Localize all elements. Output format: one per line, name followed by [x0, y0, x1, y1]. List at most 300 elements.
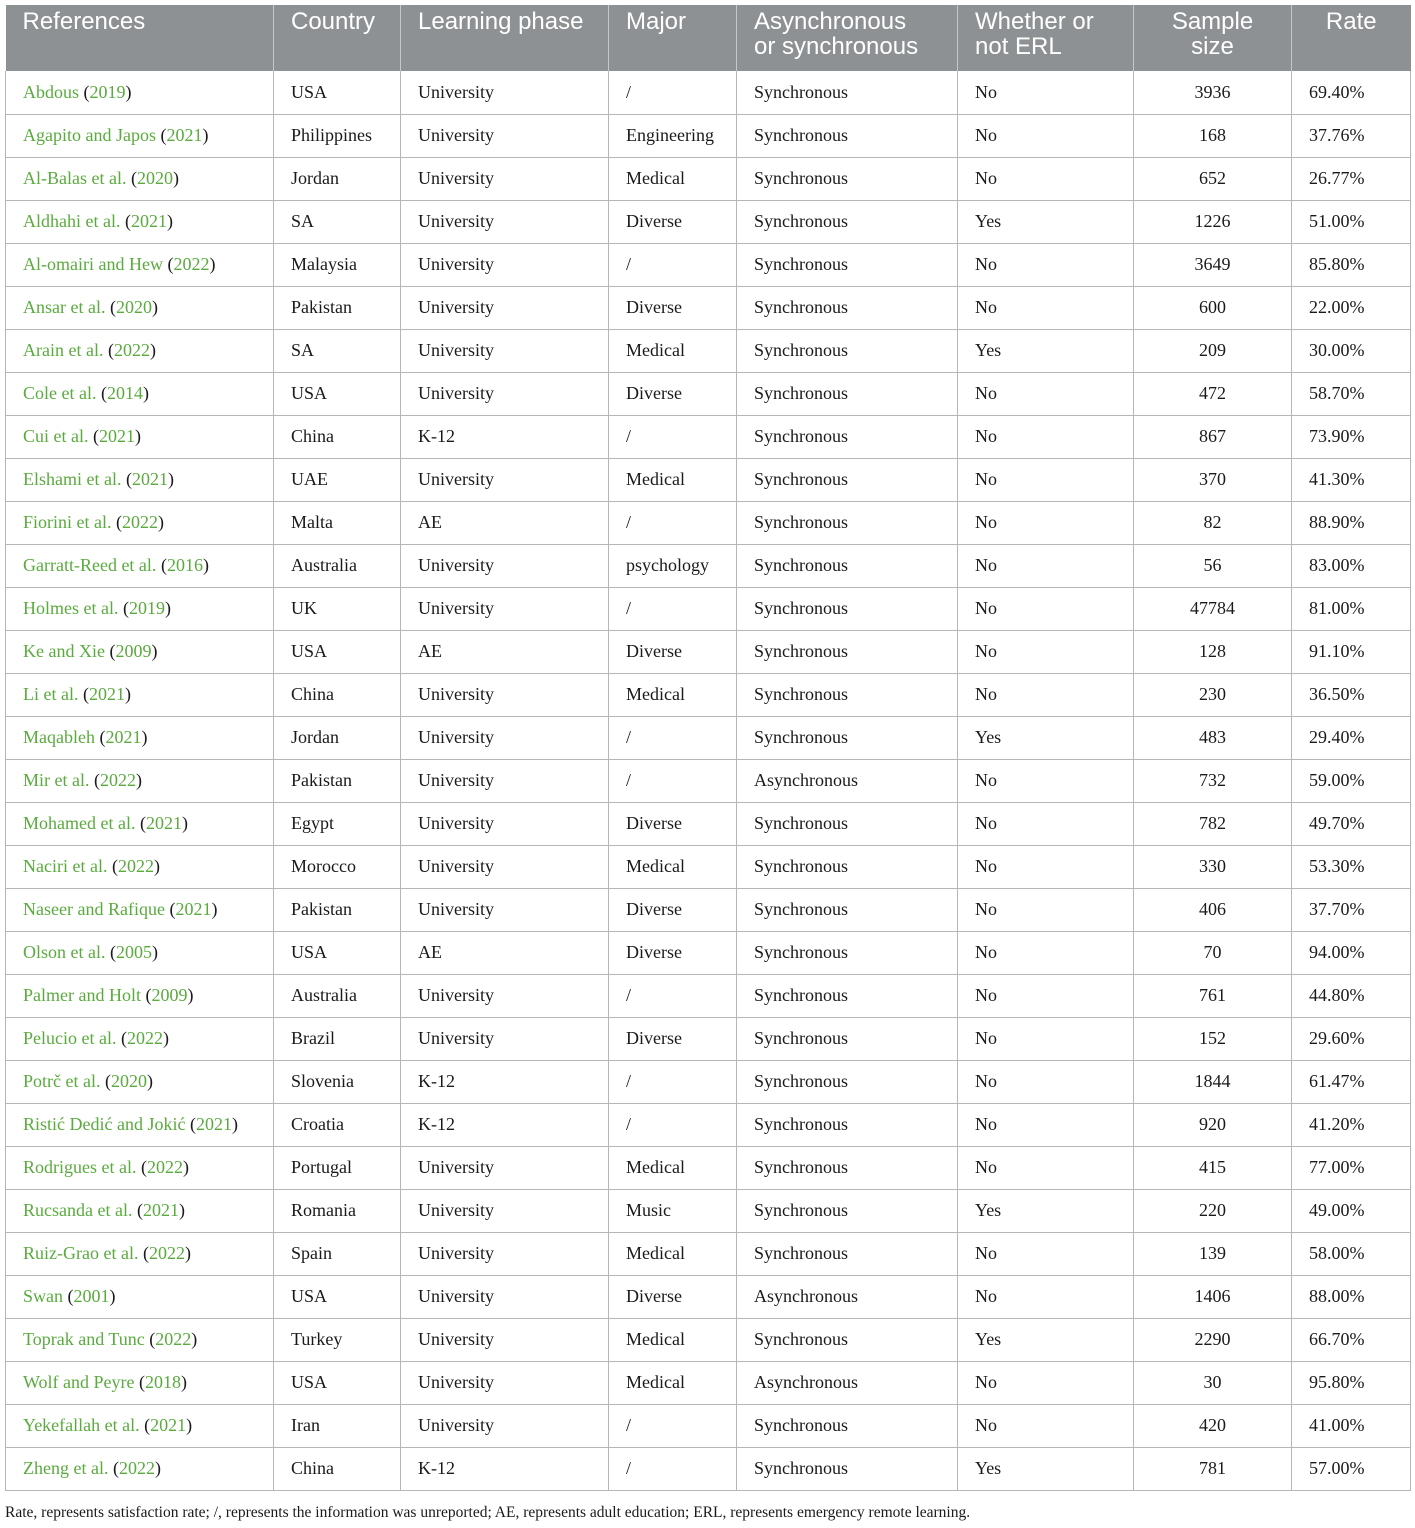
reference-year-link[interactable]: 2022 — [113, 340, 150, 360]
table-row — [6, 1447, 1411, 1490]
cell-learning-phase: University — [401, 1232, 609, 1275]
reference-author-link[interactable]: Wolf and Peyre — [23, 1372, 135, 1392]
cell-country: Spain — [274, 1232, 401, 1275]
cell-mode: Synchronous — [737, 1189, 958, 1232]
table-row — [6, 845, 1411, 888]
reference-author-link[interactable]: Li et al. — [23, 684, 79, 704]
cell-mode: Synchronous — [737, 243, 958, 286]
cell-learning-phase: University — [401, 1318, 609, 1361]
cell-learning-phase: University — [401, 71, 609, 114]
cell-reference: Maqableh (2021) — [6, 716, 274, 759]
cell-learning-phase: University — [401, 1189, 609, 1232]
table-row — [6, 114, 1411, 157]
cell-major: / — [609, 243, 737, 286]
reference-author-link[interactable]: Holmes et al. — [23, 598, 119, 618]
cell-major: / — [609, 415, 737, 458]
cell-learning-phase: University — [401, 286, 609, 329]
cell-learning-phase: University — [401, 329, 609, 372]
reference-author-link[interactable]: Mir et al. — [23, 770, 90, 790]
cell-mode: Synchronous — [737, 200, 958, 243]
cell-rate: 59.00% — [1292, 759, 1411, 802]
cell-major: Medical — [609, 845, 737, 888]
cell-major: psychology — [609, 544, 737, 587]
cell-major: Diverse — [609, 802, 737, 845]
cell-major: Medical — [609, 157, 737, 200]
cell-major: Medical — [609, 1318, 737, 1361]
cell-country: Turkey — [274, 1318, 401, 1361]
cell-erl: No — [958, 372, 1134, 415]
reference-year-link[interactable]: 2021 — [99, 426, 135, 446]
cell-rate: 49.00% — [1292, 1189, 1411, 1232]
cell-erl: No — [958, 1146, 1134, 1189]
cell-learning-phase: AE — [401, 630, 609, 673]
table-row — [6, 157, 1411, 200]
cell-rate: 94.00% — [1292, 931, 1411, 974]
cell-mode: Synchronous — [737, 1318, 958, 1361]
cell-learning-phase: University — [401, 845, 609, 888]
cell-reference: Ke and Xie (2009) — [6, 630, 274, 673]
cell-erl: No — [958, 931, 1134, 974]
cell-reference: Fiorini et al. (2022) — [6, 501, 274, 544]
cell-major: Diverse — [609, 372, 737, 415]
table-row — [6, 1060, 1411, 1103]
cell-rate: 58.00% — [1292, 1232, 1411, 1275]
cell-sample-size: 70 — [1134, 931, 1292, 974]
reference-author-link[interactable]: Ansar et al. — [23, 297, 106, 317]
table-row — [6, 931, 1411, 974]
cell-major: Medical — [609, 329, 737, 372]
table-row — [6, 501, 1411, 544]
cell-rate: 41.00% — [1292, 1404, 1411, 1447]
cell-country: Brazil — [274, 1017, 401, 1060]
reference-author-link[interactable]: Rucsanda et al. — [23, 1200, 133, 1220]
references-table — [5, 5, 1411, 1491]
header-major: Major — [609, 5, 737, 71]
header-country: Country — [274, 5, 401, 71]
cell-reference: Wolf and Peyre (2018) — [6, 1361, 274, 1404]
cell-rate: 37.76% — [1292, 114, 1411, 157]
cell-erl: Yes — [958, 200, 1134, 243]
cell-erl: No — [958, 1275, 1134, 1318]
cell-sample-size: 47784 — [1134, 587, 1292, 630]
reference-author-link[interactable]: Yekefallah et al. — [23, 1415, 140, 1435]
cell-rate: 37.70% — [1292, 888, 1411, 931]
cell-major: Diverse — [609, 1275, 737, 1318]
cell-reference: Zheng et al. (2022) — [6, 1447, 274, 1490]
reference-author-link[interactable]: Al-Balas et al. — [23, 168, 127, 188]
cell-erl: No — [958, 630, 1134, 673]
reference-year-link[interactable]: 2018 — [145, 1372, 182, 1392]
cell-learning-phase: University — [401, 1275, 609, 1318]
cell-major: / — [609, 759, 737, 802]
reference-author-link[interactable]: Al-omairi and Hew — [23, 254, 163, 274]
reference-author-link[interactable]: Mohamed et al. — [23, 813, 136, 833]
cell-erl: No — [958, 1361, 1134, 1404]
cell-reference: Potrč et al. (2020) — [6, 1060, 274, 1103]
cell-rate: 95.80% — [1292, 1361, 1411, 1404]
cell-learning-phase: University — [401, 759, 609, 802]
reference-year-link[interactable]: 2021 — [195, 1114, 232, 1134]
table-row — [6, 372, 1411, 415]
reference-year-link[interactable]: 2022 — [173, 254, 210, 274]
reference-year-link[interactable]: 2022 — [117, 856, 154, 876]
cell-sample-size: 3936 — [1134, 71, 1292, 114]
reference-author-link[interactable]: Maqableh — [23, 727, 95, 747]
reference-year-link[interactable]: 2005 — [116, 942, 152, 962]
cell-mode: Asynchronous — [737, 759, 958, 802]
cell-learning-phase: AE — [401, 501, 609, 544]
cell-reference: Garratt-Reed et al. (2016) — [6, 544, 274, 587]
reference-year-link[interactable]: 2021 — [88, 684, 125, 704]
cell-learning-phase: University — [401, 243, 609, 286]
cell-erl: No — [958, 1404, 1134, 1447]
cell-sample-size: 220 — [1134, 1189, 1292, 1232]
cell-country: Egypt — [274, 802, 401, 845]
cell-learning-phase: University — [401, 1017, 609, 1060]
cell-erl: No — [958, 1103, 1134, 1146]
cell-reference: Yekefallah et al. (2021) — [6, 1404, 274, 1447]
cell-erl: No — [958, 157, 1134, 200]
reference-author-link[interactable]: Potrč et al. — [23, 1071, 101, 1091]
cell-country: USA — [274, 71, 401, 114]
reference-author-link[interactable]: Elshami et al. — [23, 469, 122, 489]
cell-country: Australia — [274, 974, 401, 1017]
cell-major: / — [609, 587, 737, 630]
cell-country: Pakistan — [274, 759, 401, 802]
cell-mode: Synchronous — [737, 1103, 958, 1146]
table-row — [6, 1189, 1411, 1232]
cell-major: Diverse — [609, 1017, 737, 1060]
table-row — [6, 802, 1411, 845]
cell-reference: Elshami et al. (2021) — [6, 458, 274, 501]
cell-erl: No — [958, 114, 1134, 157]
reference-author-link[interactable]: Garratt-Reed et al. — [23, 555, 157, 575]
reference-year-link[interactable]: 2001 — [73, 1286, 110, 1306]
cell-major: / — [609, 974, 737, 1017]
cell-erl: Yes — [958, 1447, 1134, 1490]
table-row — [6, 888, 1411, 931]
cell-major: Diverse — [609, 931, 737, 974]
cell-sample-size: 330 — [1134, 845, 1292, 888]
cell-reference: Abdous (2019) — [6, 71, 274, 114]
reference-year-link[interactable]: 2016 — [166, 555, 203, 575]
cell-country: Portugal — [274, 1146, 401, 1189]
reference-author-link[interactable]: Pelucio et al. — [23, 1028, 117, 1048]
reference-author-link[interactable]: Arain et al. — [23, 340, 104, 360]
cell-rate: 91.10% — [1292, 630, 1411, 673]
cell-learning-phase: University — [401, 1404, 609, 1447]
cell-rate: 41.30% — [1292, 458, 1411, 501]
cell-mode: Asynchronous — [737, 1275, 958, 1318]
cell-erl: No — [958, 802, 1134, 845]
cell-rate: 41.20% — [1292, 1103, 1411, 1146]
cell-sample-size: 209 — [1134, 329, 1292, 372]
cell-reference: Cole et al. (2014) — [6, 372, 274, 415]
cell-sample-size: 139 — [1134, 1232, 1292, 1275]
cell-mode: Synchronous — [737, 716, 958, 759]
cell-erl: No — [958, 544, 1134, 587]
cell-sample-size: 782 — [1134, 802, 1292, 845]
cell-erl: No — [958, 974, 1134, 1017]
reference-author-link[interactable]: Ruiz-Grao et al. — [23, 1243, 139, 1263]
header-sample-size: Sample size — [1134, 5, 1292, 71]
cell-major: / — [609, 716, 737, 759]
cell-reference: Li et al. (2021) — [6, 673, 274, 716]
cell-rate: 61.47% — [1292, 1060, 1411, 1103]
cell-mode: Synchronous — [737, 587, 958, 630]
cell-rate: 51.00% — [1292, 200, 1411, 243]
table-row — [6, 1318, 1411, 1361]
cell-country: Iran — [274, 1404, 401, 1447]
reference-year-link[interactable]: 2022 — [146, 1157, 183, 1177]
reference-year-link[interactable]: 2021 — [145, 813, 182, 833]
reference-year-link[interactable]: 2022 — [126, 1028, 163, 1048]
cell-sample-size: 152 — [1134, 1017, 1292, 1060]
reference-year-link[interactable]: 2021 — [150, 1415, 187, 1435]
reference-year-link[interactable]: 2021 — [105, 727, 142, 747]
table-row — [6, 673, 1411, 716]
cell-mode: Synchronous — [737, 329, 958, 372]
reference-year-link[interactable]: 2021 — [166, 125, 203, 145]
cell-learning-phase: University — [401, 372, 609, 415]
table-row — [6, 1404, 1411, 1447]
reference-year-link[interactable]: 2021 — [130, 211, 167, 231]
reference-year-link[interactable]: 2021 — [175, 899, 212, 919]
cell-erl: No — [958, 243, 1134, 286]
cell-mode: Asynchronous — [737, 1361, 958, 1404]
reference-author-link[interactable]: Naseer and Rafique — [23, 899, 165, 919]
cell-reference: Ansar et al. (2020) — [6, 286, 274, 329]
cell-country: USA — [274, 1275, 401, 1318]
table-row — [6, 1275, 1411, 1318]
reference-year-link[interactable]: 2020 — [115, 297, 152, 317]
cell-learning-phase: University — [401, 802, 609, 845]
cell-mode: Synchronous — [737, 544, 958, 587]
cell-erl: No — [958, 71, 1134, 114]
cell-country: UK — [274, 587, 401, 630]
cell-learning-phase: University — [401, 974, 609, 1017]
table-row — [6, 1232, 1411, 1275]
cell-sample-size: 415 — [1134, 1146, 1292, 1189]
cell-erl: No — [958, 286, 1134, 329]
cell-erl: No — [958, 458, 1134, 501]
cell-sample-size: 128 — [1134, 630, 1292, 673]
cell-country: Australia — [274, 544, 401, 587]
reference-author-link[interactable]: Olson et al. — [23, 942, 106, 962]
cell-sample-size: 82 — [1134, 501, 1292, 544]
cell-reference: Naseer and Rafique (2021) — [6, 888, 274, 931]
table-footnote: Rate, represents satisfaction rate; /, represents the information was unreported; AE, represents adult education; ERL, represents emergency remote learning. — [5, 1504, 971, 1521]
reference-year-link[interactable]: 2020 — [136, 168, 173, 188]
cell-country: USA — [274, 630, 401, 673]
cell-country: Jordan — [274, 716, 401, 759]
cell-country: Croatia — [274, 1103, 401, 1146]
table-row — [6, 1103, 1411, 1146]
cell-country: Philippines — [274, 114, 401, 157]
table-row — [6, 286, 1411, 329]
cell-reference: Agapito and Japos (2021) — [6, 114, 274, 157]
header-erl: Whether or not ERL — [958, 5, 1134, 71]
header-mode: Asynchronous or synchronous — [737, 5, 958, 71]
cell-major: / — [609, 1404, 737, 1447]
table-row — [6, 544, 1411, 587]
cell-country: Romania — [274, 1189, 401, 1232]
reference-author-link[interactable]: Swan — [23, 1286, 63, 1306]
reference-year-link[interactable]: 2022 — [118, 1458, 155, 1478]
cell-mode: Synchronous — [737, 157, 958, 200]
cell-erl: No — [958, 759, 1134, 802]
cell-rate: 83.00% — [1292, 544, 1411, 587]
reference-author-link[interactable]: Toprak and Tunc — [23, 1329, 145, 1349]
cell-mode: Synchronous — [737, 415, 958, 458]
table-row — [6, 458, 1411, 501]
cell-rate: 69.40% — [1292, 71, 1411, 114]
cell-mode: Synchronous — [737, 888, 958, 931]
cell-reference: Ruiz-Grao et al. (2022) — [6, 1232, 274, 1275]
cell-sample-size: 2290 — [1134, 1318, 1292, 1361]
cell-reference: Cui et al. (2021) — [6, 415, 274, 458]
cell-reference: Swan (2001) — [6, 1275, 274, 1318]
reference-year-link[interactable]: 2009 — [115, 641, 152, 661]
reference-year-link[interactable]: 2021 — [142, 1200, 179, 1220]
cell-sample-size: 867 — [1134, 415, 1292, 458]
cell-sample-size: 652 — [1134, 157, 1292, 200]
cell-rate: 81.00% — [1292, 587, 1411, 630]
cell-mode: Synchronous — [737, 501, 958, 544]
reference-author-link[interactable]: Ke and Xie — [23, 641, 105, 661]
cell-major: Diverse — [609, 286, 737, 329]
cell-reference: Mohamed et al. (2021) — [6, 802, 274, 845]
cell-learning-phase: University — [401, 587, 609, 630]
table-row — [6, 200, 1411, 243]
cell-mode: Synchronous — [737, 845, 958, 888]
reference-year-link[interactable]: 2014 — [106, 383, 143, 403]
cell-learning-phase: AE — [401, 931, 609, 974]
reference-author-link[interactable]: Naciri et al. — [23, 856, 108, 876]
cell-sample-size: 761 — [1134, 974, 1292, 1017]
reference-year-link[interactable]: 2022 — [155, 1329, 192, 1349]
cell-country: USA — [274, 1361, 401, 1404]
cell-major: Medical — [609, 458, 737, 501]
cell-country: Malaysia — [274, 243, 401, 286]
cell-country: China — [274, 1447, 401, 1490]
table-row — [6, 630, 1411, 673]
table-row — [6, 243, 1411, 286]
header-learning-phase: Learning phase — [401, 5, 609, 71]
reference-year-link[interactable]: 2019 — [89, 81, 126, 102]
cell-erl: No — [958, 845, 1134, 888]
cell-country: USA — [274, 931, 401, 974]
reference-year-link[interactable]: 2021 — [131, 469, 168, 489]
reference-year-link[interactable]: 2022 — [122, 512, 158, 532]
cell-mode: Synchronous — [737, 114, 958, 157]
cell-rate: 88.00% — [1292, 1275, 1411, 1318]
cell-reference: Aldhahi et al. (2021) — [6, 200, 274, 243]
cell-learning-phase: K-12 — [401, 1103, 609, 1146]
cell-erl: Yes — [958, 329, 1134, 372]
cell-country: SA — [274, 200, 401, 243]
reference-author-link[interactable]: Cui et al. — [23, 426, 89, 446]
table-row — [6, 1361, 1411, 1404]
cell-country: Pakistan — [274, 888, 401, 931]
cell-sample-size: 600 — [1134, 286, 1292, 329]
cell-country: SA — [274, 329, 401, 372]
reference-year-link[interactable]: 2019 — [128, 598, 165, 618]
cell-major: / — [609, 71, 737, 114]
cell-sample-size: 3649 — [1134, 243, 1292, 286]
reference-author-link[interactable]: Ristić Dedić and Jokić — [23, 1114, 186, 1134]
cell-sample-size: 370 — [1134, 458, 1292, 501]
cell-mode: Synchronous — [737, 673, 958, 716]
cell-mode: Synchronous — [737, 71, 958, 114]
cell-mode: Synchronous — [737, 372, 958, 415]
cell-rate: 29.40% — [1292, 716, 1411, 759]
cell-reference: Rucsanda et al. (2021) — [6, 1189, 274, 1232]
cell-rate: 22.00% — [1292, 286, 1411, 329]
reference-author-link[interactable]: Aldhahi et al. — [23, 211, 121, 231]
cell-reference: Arain et al. (2022) — [6, 329, 274, 372]
cell-mode: Synchronous — [737, 1404, 958, 1447]
reference-author-link[interactable]: Rodrigues et al. — [23, 1157, 137, 1177]
cell-major: / — [609, 1060, 737, 1103]
cell-erl: No — [958, 415, 1134, 458]
header-rate: Rate — [1292, 5, 1411, 71]
cell-learning-phase: University — [401, 1146, 609, 1189]
cell-learning-phase: University — [401, 1361, 609, 1404]
reference-year-link[interactable]: 2022 — [148, 1243, 185, 1263]
cell-erl: No — [958, 587, 1134, 630]
cell-reference: Al-omairi and Hew (2022) — [6, 243, 274, 286]
cell-rate: 57.00% — [1292, 1447, 1411, 1490]
cell-major: / — [609, 1447, 737, 1490]
cell-learning-phase: University — [401, 544, 609, 587]
cell-reference: Rodrigues et al. (2022) — [6, 1146, 274, 1189]
cell-sample-size: 406 — [1134, 888, 1292, 931]
cell-mode: Synchronous — [737, 1447, 958, 1490]
cell-mode: Synchronous — [737, 1146, 958, 1189]
cell-learning-phase: University — [401, 157, 609, 200]
cell-rate: 53.30% — [1292, 845, 1411, 888]
reference-author-link[interactable]: Abdous — [23, 81, 80, 102]
cell-rate: 30.00% — [1292, 329, 1411, 372]
cell-major: Diverse — [609, 630, 737, 673]
cell-sample-size: 1226 — [1134, 200, 1292, 243]
cell-mode: Synchronous — [737, 1232, 958, 1275]
cell-sample-size: 472 — [1134, 372, 1292, 415]
cell-sample-size: 483 — [1134, 716, 1292, 759]
cell-sample-size: 168 — [1134, 114, 1292, 157]
reference-year-link[interactable]: 2022 — [99, 770, 136, 790]
reference-author-link[interactable]: Palmer and Holt — [23, 985, 141, 1005]
reference-year-link[interactable]: 2009 — [151, 985, 188, 1005]
reference-year-link[interactable]: 2020 — [110, 1071, 147, 1091]
table-row — [6, 1017, 1411, 1060]
reference-author-link[interactable]: Fiorini et al. — [23, 512, 112, 532]
cell-rate: 77.00% — [1292, 1146, 1411, 1189]
table-row — [6, 759, 1411, 802]
cell-reference: Naciri et al. (2022) — [6, 845, 274, 888]
reference-author-link[interactable]: Agapito and Japos — [23, 125, 156, 145]
cell-rate: 49.70% — [1292, 802, 1411, 845]
cell-rate: 73.90% — [1292, 415, 1411, 458]
cell-mode: Synchronous — [737, 1060, 958, 1103]
reference-author-link[interactable]: Cole et al. — [23, 383, 97, 403]
cell-reference: Al-Balas et al. (2020) — [6, 157, 274, 200]
reference-author-link[interactable]: Zheng et al. — [23, 1458, 109, 1478]
cell-reference: Holmes et al. (2019) — [6, 587, 274, 630]
cell-sample-size: 56 — [1134, 544, 1292, 587]
cell-mode: Synchronous — [737, 630, 958, 673]
